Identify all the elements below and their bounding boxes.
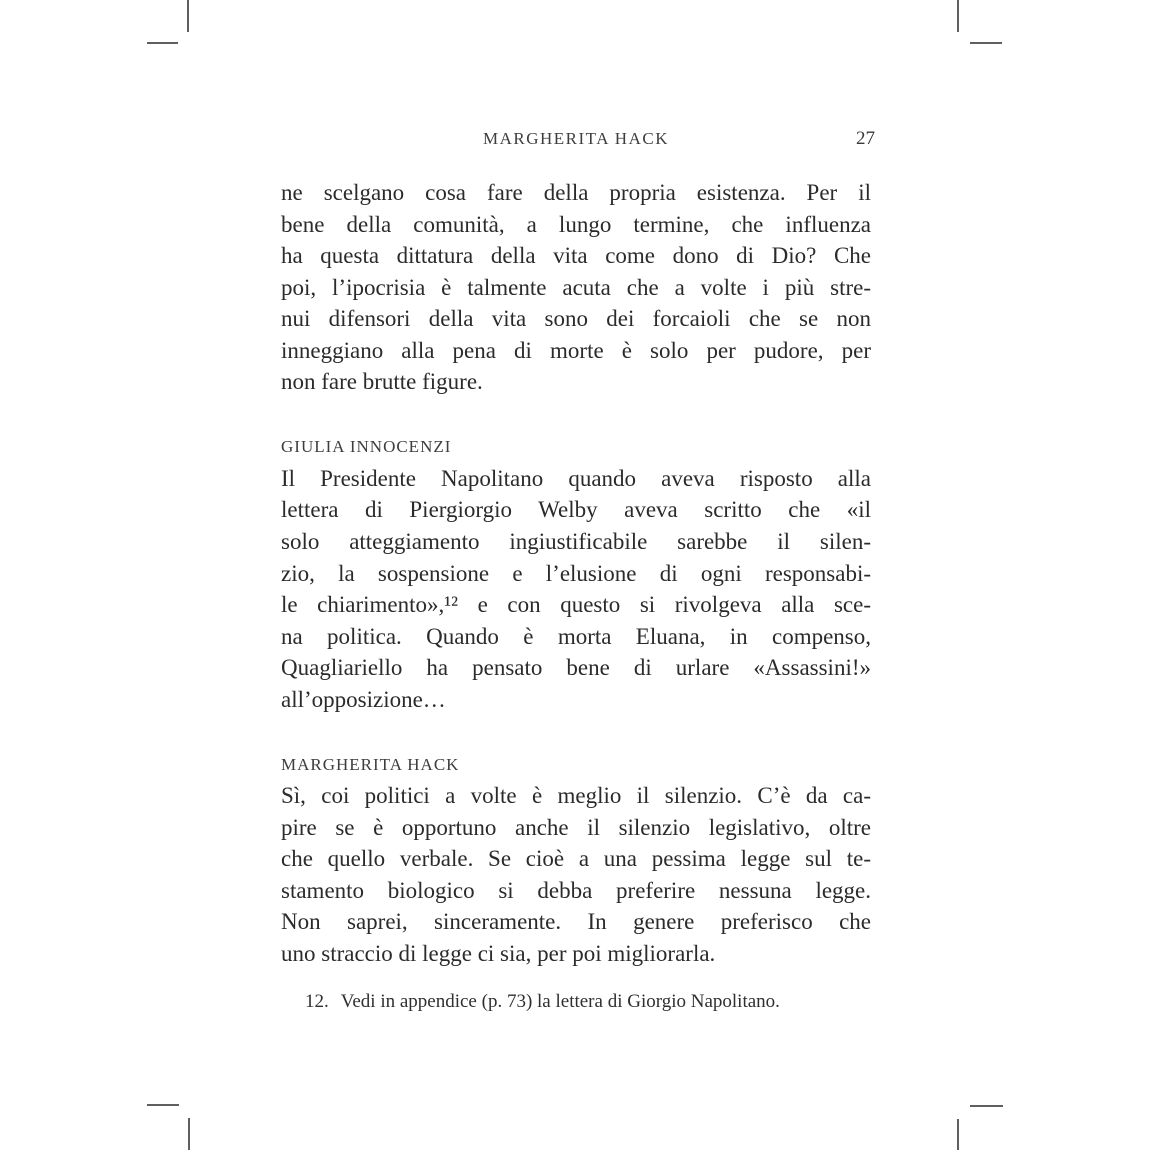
body-line: Quagliariello ha pensato bene di urlare «Assassini!» [281, 655, 871, 681]
body-line: poi, l’ipocrisia è talmente acuta che a volte i più stre- [281, 274, 871, 300]
body-line: pire se è opportuno anche il silenzio legislativo, oltre [281, 814, 871, 840]
crop-mark-bottom-left-horizontal [147, 1104, 179, 1106]
body-line: che quello verbale. Se cioè a una pessima legge sul te- [281, 846, 871, 872]
body-line: all’opposizione… [281, 686, 446, 712]
crop-mark-top-left-vertical [187, 0, 189, 32]
footnote-number: 12. [305, 990, 329, 1012]
body-line: uno straccio di legge ci sia, per poi migliorarla. [281, 941, 716, 967]
body-line: Il Presidente Napolitano quando aveva risposto alla [281, 465, 871, 491]
footnote-text: Vedi in appendice (p. 73) la lettera di Giorgio Napolitano. [340, 990, 780, 1012]
body-line: inneggiano alla pena di morte è solo per pudore, per [281, 337, 871, 363]
body-line: non fare brutte figure. [281, 369, 483, 395]
body-line: ha questa dittatura della vita come dono di Dio? Che [281, 243, 871, 269]
body-line: le chiarimento»,¹² e con questo si rivolgeva alla sce- [281, 592, 871, 618]
body-line: stamento biologico si debba preferire nessuna legge. [281, 877, 871, 903]
crop-mark-bottom-right-horizontal [970, 1105, 1003, 1107]
page-number: 27 [856, 128, 875, 149]
crop-mark-top-left-horizontal [147, 42, 178, 44]
section-1 [281, 177, 871, 398]
body-line: nui difensori della vita sono dei forcaioli che se non [281, 306, 871, 332]
speaker-label: MARGHERITA HACK [281, 754, 460, 774]
section-2 [281, 431, 871, 715]
crop-mark-bottom-left-vertical [188, 1118, 190, 1150]
speaker-label: GIULIA INNOCENZI [281, 437, 452, 457]
body-line: solo atteggiamento ingiustificabile sarebbe il silen- [281, 528, 871, 554]
section-3 [281, 749, 871, 970]
body-line: Non saprei, sinceramente. In genere preferisco che [281, 909, 871, 935]
crop-mark-top-right-horizontal [970, 42, 1002, 44]
body-line: ne scelgano cosa fare della propria esistenza. Per il [281, 180, 871, 205]
body-line: bene della comunità, a lungo termine, che influenza [281, 211, 871, 237]
body-line: lettera di Piergiorgio Welby aveva scritto che «il [281, 497, 871, 523]
body-line: na politica. Quando è morta Eluana, in compenso, [281, 623, 871, 649]
crop-mark-top-right-vertical [957, 0, 959, 32]
text-block [281, 177, 871, 1015]
body-line: zio, la sospensione e l’elusione di ogni responsabi- [281, 560, 871, 586]
running-title: MARGHERITA HACK [483, 129, 669, 148]
footnote [281, 988, 871, 1015]
crop-mark-bottom-right-vertical [957, 1119, 959, 1150]
running-head [281, 126, 875, 152]
body-line: Sì, coi politici a volte è meglio il silenzio. C’è da ca- [281, 783, 871, 809]
